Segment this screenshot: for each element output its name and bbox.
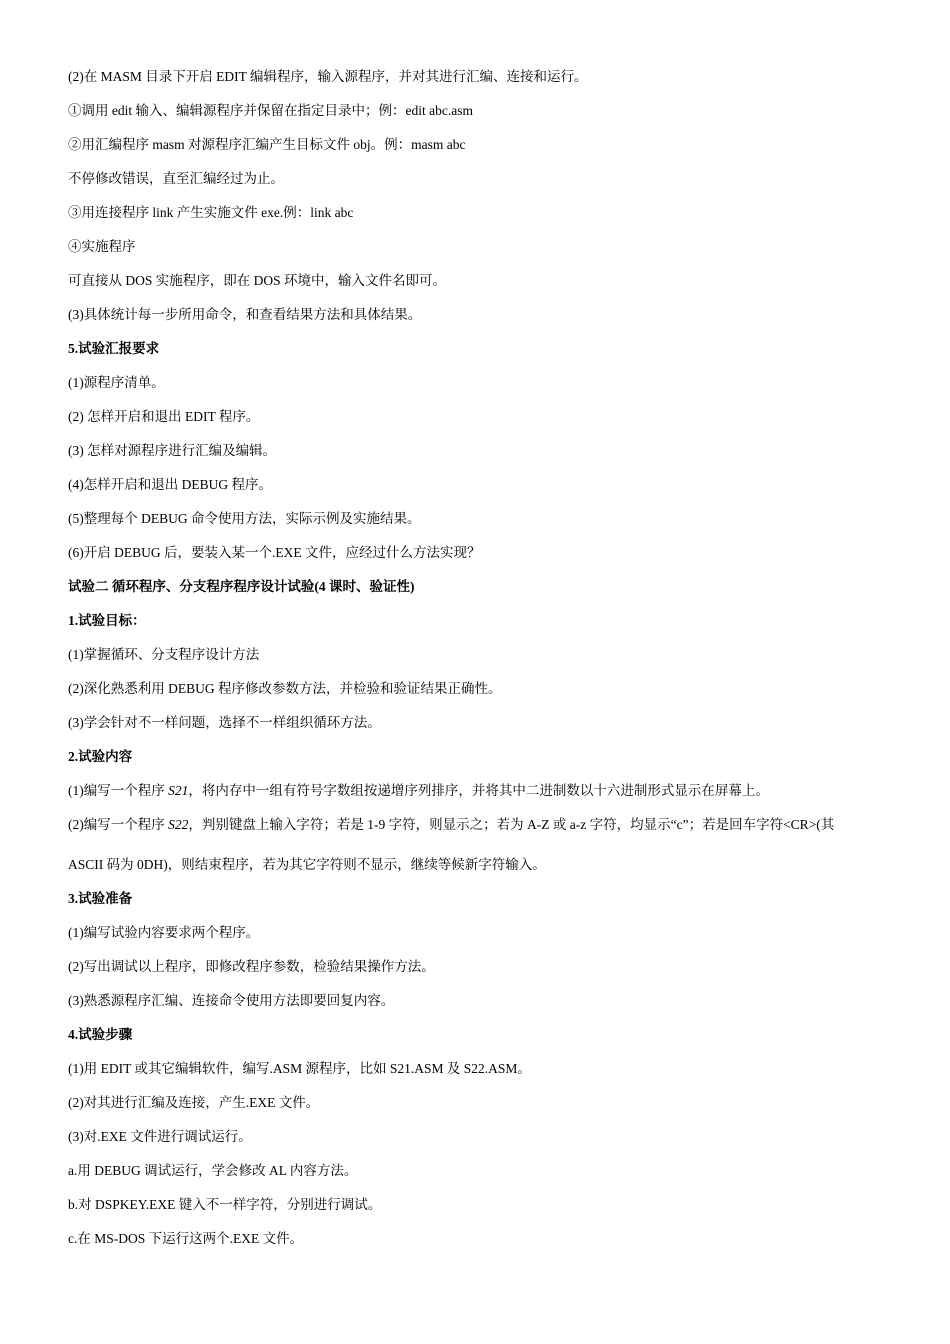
paragraph: (6)开启 DEBUG 后，要装入某一个.EXE 文件，应经过什么方法实现？	[68, 545, 481, 560]
paragraph	[68, 816, 834, 834]
paragraph: a.用 DEBUG 调试运行，学会修改 AL 内容方法。	[68, 1163, 358, 1178]
paragraph: ASCII 码为 0DH)，则结束程序，若为其它字符则不显示，继续等候新字符输入。	[68, 857, 546, 872]
paragraph-text: ，判别键盘上输入字符；若是 1-9 字符，则显示之；若为 A-Z 或 a-z 字符，均显示“c”；若是回车字符<CR>(其	[188, 817, 835, 832]
paragraph: (4)怎样开启和退出 DEBUG 程序。	[68, 477, 272, 492]
paragraph: (3)具体统计每一步所用命令，和查看结果方法和具体结果。	[68, 307, 422, 322]
paragraph: 可直接从 DOS 实施程序，即在 DOS 环境中，输入文件名即可。	[68, 273, 447, 288]
program-name: S21	[168, 783, 189, 798]
paragraph: ③用连接程序 link 产生实施文件 exe.例：link abc	[68, 205, 354, 220]
paragraph: (2)对其进行汇编及连接，产生.EXE 文件。	[68, 1095, 320, 1110]
paragraph: (1)用 EDIT 或其它编辑软件，编写.ASM 源程序，比如 S21.ASM 及 S22.ASM。	[68, 1061, 531, 1076]
paragraph: (2)在 MASM 目录下开启 EDIT 编辑程序，输入源程序，并对其进行汇编、连接和运行。	[68, 69, 588, 84]
section-heading: 5.试验汇报要求	[68, 341, 160, 356]
paragraph: ①调用 edit 输入、编辑源程序并保留在指定目录中；例：edit abc.asm	[68, 103, 473, 118]
section-heading: 2.试验内容	[68, 749, 133, 764]
paragraph	[68, 782, 769, 800]
paragraph: (2) 怎样开启和退出 EDIT 程序。	[68, 409, 260, 424]
section-heading: 1.试验目标：	[68, 613, 146, 628]
paragraph: (3) 怎样对源程序进行汇编及编辑。	[68, 443, 277, 458]
paragraph: ②用汇编程序 masm 对源程序汇编产生目标文件 obj。例：masm abc	[68, 137, 466, 152]
section-heading: 4.试验步骤	[68, 1027, 133, 1042]
paragraph: (1)掌握循环、分支程序设计方法	[68, 647, 260, 662]
paragraph: (2)写出调试以上程序，即修改程序参数，检验结果操作方法。	[68, 959, 435, 974]
paragraph: (2)深化熟悉利用 DEBUG 程序修改参数方法，并检验和验证结果正确性。	[68, 681, 502, 696]
paragraph: (3)熟悉源程序汇编、连接命令使用方法即要回复内容。	[68, 993, 395, 1008]
paragraph: (1)源程序清单。	[68, 375, 165, 390]
paragraph: c.在 MS-DOS 下运行这两个.EXE 文件。	[68, 1231, 304, 1246]
paragraph: (5)整理每个 DEBUG 命令使用方法，实际示例及实施结果。	[68, 511, 421, 526]
paragraph: (3)对.EXE 文件进行调试运行。	[68, 1129, 252, 1144]
paragraph: b.对 DSPKEY.EXE 键入不一样字符，分别进行调试。	[68, 1197, 382, 1212]
experiment-title: 试验二 循环程序、分支程序程序设计试验(4 课时、验证性)	[68, 579, 415, 594]
paragraph-text: (2)编写一个程序	[68, 817, 169, 832]
paragraph-text: (1)编写一个程序	[68, 783, 169, 798]
paragraph: (1)编写试验内容要求两个程序。	[68, 925, 260, 940]
paragraph-text: ，将内存中一组有符号字数组按递增序列排序，并将其中二进制数以十六进制形式显示在屏幕上。	[188, 783, 769, 798]
section-heading: 3.试验准备	[68, 891, 133, 906]
paragraph: (3)学会针对不一样问题，选择不一样组织循环方法。	[68, 715, 381, 730]
paragraph: 不停修改错误，直至汇编经过为止。	[68, 171, 284, 186]
paragraph: ④实施程序	[68, 239, 136, 254]
program-name: S22	[168, 817, 189, 832]
